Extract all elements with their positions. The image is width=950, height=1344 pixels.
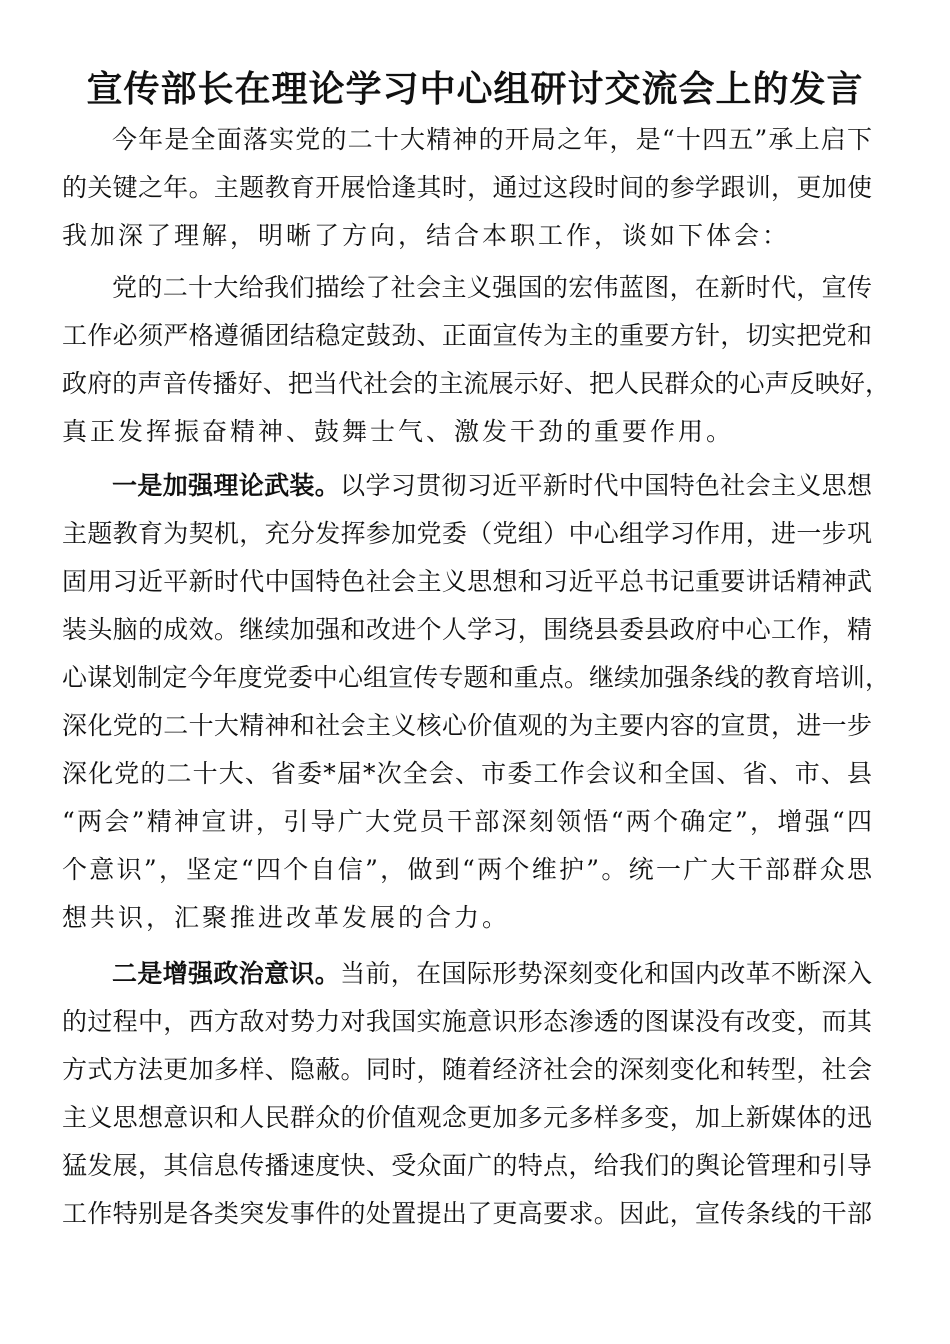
- paragraph-3-line-4: 装头脑的成效。继续加强和改进个人学习，围绕县委县政府中心工作，精: [62, 615, 872, 644]
- paragraph-2-line-2: 工作必须严格遵循团结稳定鼓劲、正面宣传为主的重要方针，切实把党和: [62, 321, 872, 350]
- paragraph-3-line-7: 深化党的二十大、省委*届*次全会、市委工作会议和全国、省、市、县: [62, 759, 872, 788]
- paragraph-4-line-1: [112, 954, 872, 994]
- paragraph-2-line-4: 真正发挥振奋精神、鼓舞士气、激发干劲的重要作用。: [62, 417, 735, 446]
- paragraph-4-line-1-text: 当前，在国际形势深刻变化和国内改革不断深入: [340, 959, 872, 988]
- paragraph-4-lead: 二是增强政治意识。: [112, 959, 341, 988]
- paragraph-2-line-1: 党的二十大给我们描绘了社会主义强国的宏伟蓝图，在新时代，宣传: [112, 273, 872, 302]
- paragraph-3-line-1-text: 以学习贯彻习近平新时代中国特色社会主义思想: [340, 471, 872, 500]
- paragraph-3-line-3: 固用习近平新时代中国特色社会主义思想和习近平总书记重要讲话精神武: [62, 567, 872, 596]
- paragraph-3-lead: 一是加强理论武装。: [112, 471, 341, 500]
- paragraph-3-line-6: 深化党的二十大精神和社会主义核心价值观的为主要内容的宣贯，进一步: [62, 711, 872, 740]
- paragraph-1-line-3: 我加深了理解，明晰了方向，结合本职工作，谈如下体会：: [62, 221, 791, 250]
- paragraph-1-line-2: 的关键之年。主题教育开展恰逢其时，通过这段时间的参学跟训，更加使: [62, 173, 872, 202]
- paragraph-3-line-5: 心谋划制定今年度党委中心组宣传专题和重点。继续加强条线的教育培训，: [62, 663, 890, 692]
- paragraph-4-line-5: 猛发展，其信息传播速度快、受众面广的特点，给我们的舆论管理和引导: [62, 1151, 872, 1180]
- paragraph-1-line-1: 今年是全面落实党的二十大精神的开局之年，是“十四五”承上启下: [112, 125, 872, 154]
- paragraph-4-line-3: 方式方法更加多样、隐蔽。同时，随着经济社会的深刻变化和转型，社会: [62, 1055, 872, 1084]
- document-title: 宣传部长在理论学习中心组研讨交流会上的发言: [86, 69, 864, 110]
- paragraph-3-line-8: “两会”精神宣讲，引导广大党员干部深刻领悟“两个确定”，增强“四: [62, 807, 872, 836]
- paragraph-4-line-6: 工作特别是各类突发事件的处置提出了更高要求。因此，宣传条线的干部: [62, 1199, 872, 1228]
- paragraph-2-line-3: 政府的声音传播好、把当代社会的主流展示好、把人民群众的心声反映好，: [62, 369, 890, 398]
- paragraph-3-line-9: 个意识”，坚定“四个自信”，做到“两个维护”。统一广大干部群众思: [62, 855, 873, 884]
- paragraph-3-line-10: 想共识，汇聚推进改革发展的合力。: [62, 903, 511, 932]
- paragraph-4-line-4: 主义思想意识和人民群众的价值观念更加多元多样多变，加上新媒体的迅: [62, 1103, 872, 1132]
- paragraph-3-line-2: 主题教育为契机，充分发挥参加党委（党组）中心组学习作用，进一步巩: [62, 519, 872, 548]
- paragraph-3-line-1: [112, 466, 872, 506]
- paragraph-4-line-2: 的过程中，西方敌对势力对我国实施意识形态渗透的图谋没有改变，而其: [62, 1007, 872, 1036]
